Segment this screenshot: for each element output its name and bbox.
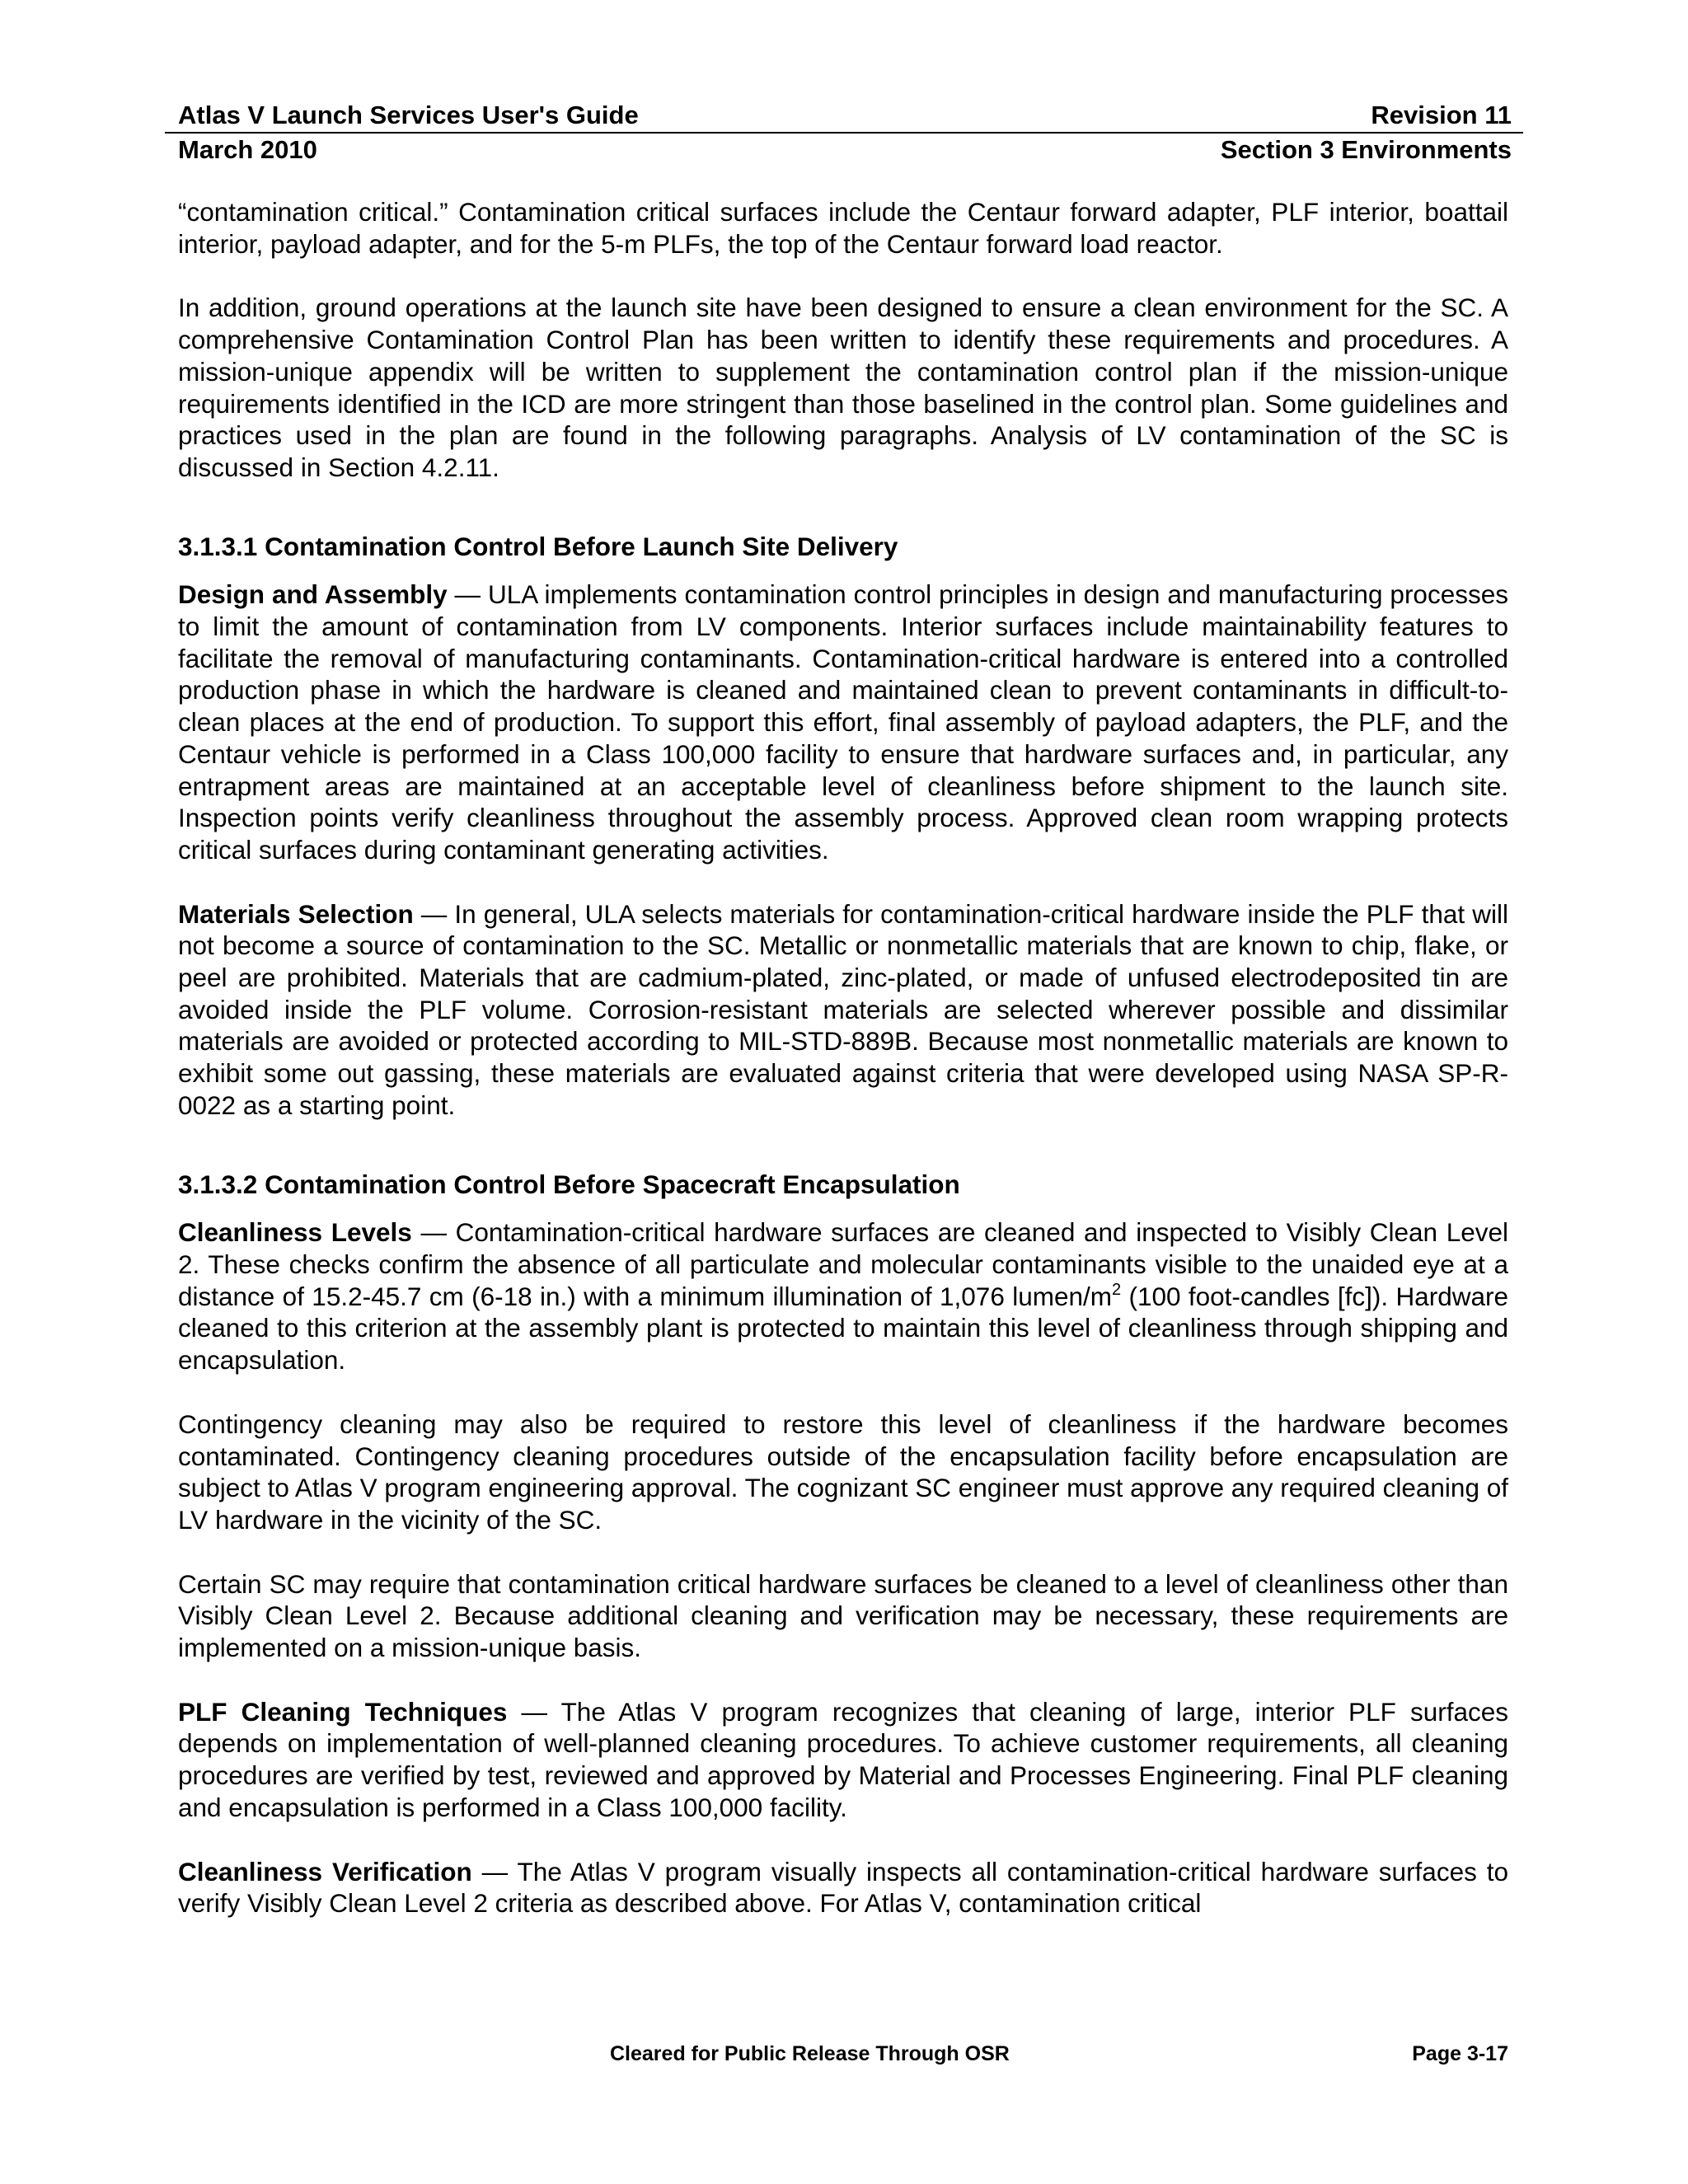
revision-label: Revision 11 [1371,101,1512,129]
text-plf-cleaning: — The Atlas V program recognizes that cleaning of large, interior PLF surfaces depends on implementation of well-planned cleaning procedures. To achieve customer requirements, all cleaning procedures are verified by test, reviewed and approved by Material and Processes Engineering. Final PLF cleaning and encapsulation is performed in a Class 100,000 facility. [178,1696,1508,1822]
lead-plf-cleaning: PLF Cleaning Techniques [178,1696,508,1727]
text-design-assembly: — ULA implements contamination control principles in design and manufacturing processes to limit the amount of contamination from LV components. Interior surfaces include maintainability features to facilitate the removal of manufacturing contaminants. Contamination-critical hardware is entered into a controlled production phase in which the hardware is cleaned and maintained clean to prevent contaminants in difficult-to-clean places at the end of production. To support this effort, final assembly of payload adapters, the PLF, and the Centaur vehicle is performed in a Class 100,000 facility to ensure that hardware surfaces and, in particular, any entrapment areas are maintained at an acceptable level of cleanliness before shipment to the launch site. Inspection points verify cleanliness throughout the assembly process. Approved clean room wrapping protects critical surfaces during contaminant generating activities. [178,579,1508,865]
superscript-2: 2 [1112,1280,1122,1299]
paragraph-ground-operations: In addition, ground operations at the launch site have been designed to ensure a clean environment for the SC. A comprehensive Contamination Control Plan has been written to identify these requirements and procedures. A mission-unique appendix will be written to supplement the contamination control plan if the mission-unique requirements identified in the ICD are more stringent than those baselined in the control plan. Some guidelines and practices used in the plan are found in the following paragraphs. Analysis of LV contamination of the SC is discussed in Section 4.2.11. [178,293,1508,482]
paragraph-plf-cleaning [178,1696,1508,1824]
lead-design-assembly: Design and Assembly [178,579,448,610]
text-materials-selection: — In general, ULA selects materials for contamination-critical hardware inside the PLF that will not become a source of contamination to the SC. Metallic or nonmetallic materials that are known to chip, flake, or peel are prohibited. Materials that are cadmium-plated, zinc-plated, or made of unfused electrodeposited tin are avoided inside the PLF volume. Corrosion-resistant materials are selected wherever possible and dissimilar materials are avoided or protected according to MIL-STD-889B. Because most nonmetallic materials are known to exhibit some out gassing, these materials are evaluated against criteria that were developed using NASA SP-R-0022 as a starting point. [178,898,1508,1120]
page-number: Page 3-17 [1412,2042,1508,2065]
paragraph-cleanliness-levels [178,1216,1508,1376]
text-cleanliness-levels-a: — Contamination-critical hardware surfaces are cleaned and inspected to Visibly Clean Level 2. These checks confirm the absence of all particulate and molecular contaminants visible to the unaided eye at a distance of 15.2-45.7 cm (6-18 in.) with a minimum illumination of 1,076 lumen/m [178,1217,1509,1311]
doc-title: Atlas V Launch Services User's Guide [178,101,639,129]
section-heading-3-1-3-2: 3.1.3.2 Contamination Control Before Spacecraft Encapsulation [178,1169,960,1199]
paragraph-contingency-cleaning: Contingency cleaning may also be required to restore this level of cleanliness if the hardware becomes contaminated. Contingency cleaning procedures outside of the encapsulation facility before encapsulation are subject to Atlas V program engineering approval. The cognizant SC engineer must approve any required cleaning of LV hardware in the vicinity of the SC. [178,1408,1508,1535]
doc-date: March 2010 [178,135,317,164]
section-label: Section 3 Environments [1220,135,1512,164]
paragraph-certain-sc: Certain SC may require that contamination critical hardware surfaces be cleaned to a level of cleanliness other than Visibly Clean Level 2. Because additional cleaning and verification may be necessary, these requirements are implemented on a mission-unique basis. [178,1568,1508,1663]
text-cleanliness-levels-b: (100 foot-candles [fc]). Hardware cleaned to this criterion at the assembly plant is protected to maintain this level of cleanliness through shipping and encapsulation. [178,1281,1508,1376]
release-statement: Cleared for Public Release Through OSR [610,2042,1010,2065]
lead-cleanliness-levels: Cleanliness Levels [178,1217,412,1248]
lead-materials-selection: Materials Selection [178,898,414,929]
paragraph-contamination-critical: “contamination critical.” Contamination critical surfaces include the Centaur forward adapter, PLF interior, boattail interior, payload adapter, and for the 5-m PLFs, the top of the Centaur forward load reactor. [178,197,1508,259]
section-heading-3-1-3-1: 3.1.3.1 Contamination Control Before Launch Site Delivery [178,531,898,561]
paragraph-materials-selection [178,898,1508,1122]
page-body [178,196,1508,1919]
paragraph-design-assembly [178,579,1508,865]
text-cleanliness-verification: — The Atlas V program visually inspects all contamination-critical hardware surfaces to verify Visibly Clean Level 2 criteria as described above. For Atlas V, contamination critical [178,1856,1508,1919]
paragraph-cleanliness-verification [178,1856,1508,1919]
lead-cleanliness-verification: Cleanliness Verification [178,1856,472,1886]
page-footer [0,2042,1688,2075]
